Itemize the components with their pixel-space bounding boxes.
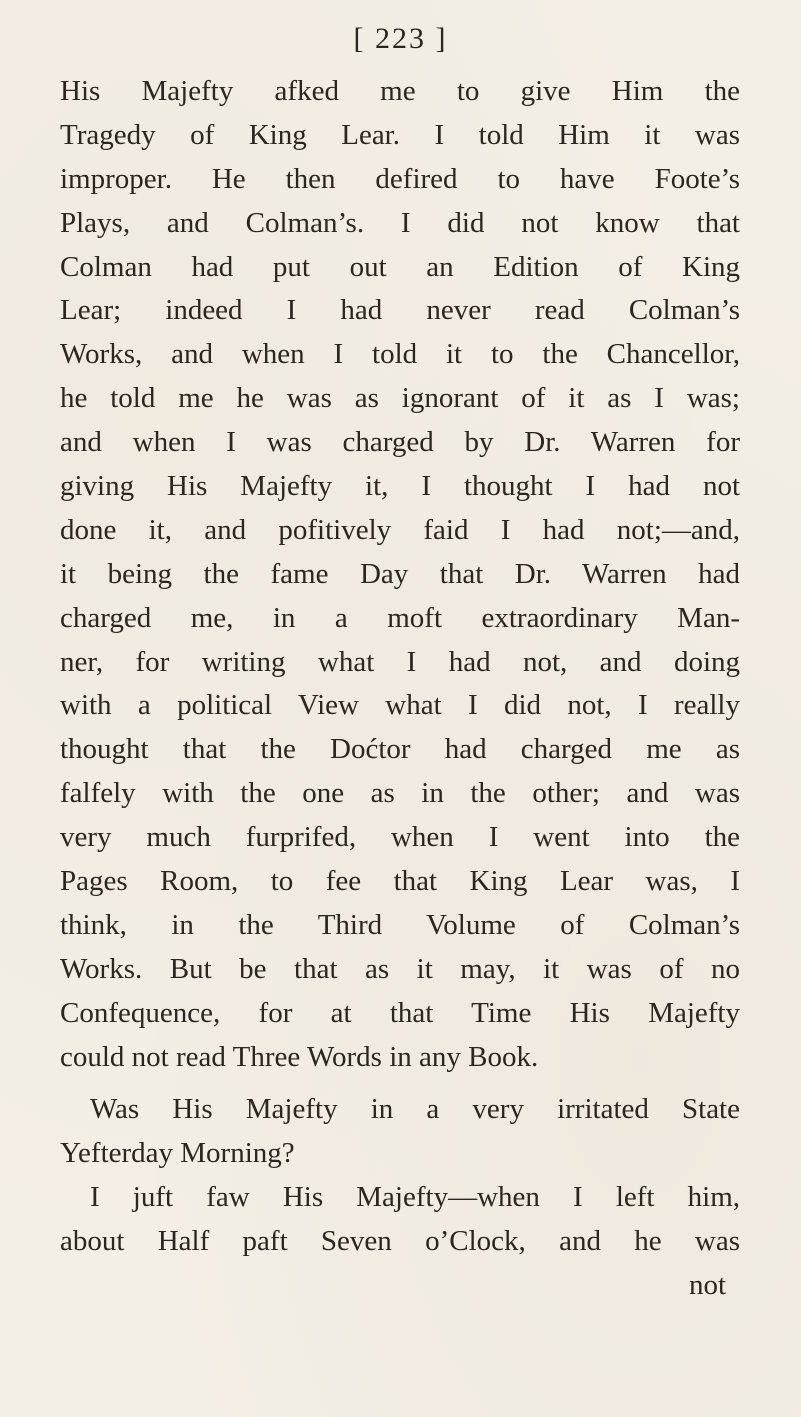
text-line: ner, for writing what I had not, and doing [60, 645, 740, 678]
text-line: and when I was charged by Dr. Warren for [60, 426, 740, 459]
answer-line: about Half paft Seven o’Clock, and he was [60, 1225, 740, 1258]
text-line: falfely with the one as in the other; and was [60, 777, 740, 810]
text-line: Pages Room, to fee that King Lear was, I [60, 865, 740, 898]
page-number: [ 223 ] [353, 22, 448, 55]
text-line: could not read Three Words in any Book. [60, 1040, 539, 1073]
question-line: Was His Majefty in a very irritated State [90, 1093, 740, 1126]
answer-line: I juft faw His Majefty—when I left him, [90, 1181, 740, 1214]
text-line: think, in the Third Volume of Colman’s [60, 908, 740, 941]
text-line: Colman had put out an Edition of King [60, 250, 740, 283]
question-line: Yefterday Morning? [60, 1137, 295, 1170]
text-line: he told me he was as ignorant of it as I was; [60, 382, 740, 415]
text-line: it being the fame Day that Dr. Warren had [60, 557, 740, 590]
text-line: charged me, in a moft extraordinary Man- [60, 601, 740, 634]
text-line: giving His Majefty it, I thought I had not [60, 470, 740, 503]
body-text [60, 70, 740, 1308]
text-line: Lear; indeed I had never read Colman’s [60, 294, 740, 327]
text-line: Confequence, for at that Time His Majefty [60, 996, 740, 1029]
text-line: Works, and when I told it to the Chancellor, [60, 338, 740, 371]
text-line: improper. He then defired to have Foote’s [60, 162, 740, 195]
catchword: not [688, 1269, 726, 1302]
text-line: very much furprifed, when I went into the [60, 821, 740, 854]
text-line: done it, and pofitively faid I had not;—and, [60, 513, 740, 546]
text-line: Works. But be that as it may, it was of no [60, 952, 740, 985]
text-line: with a political View what I did not, I really [60, 689, 740, 722]
text-line: Plays, and Colman’s. I did not know that [60, 206, 740, 239]
paragraph-gap [60, 1079, 740, 1088]
text-line: Tragedy of King Lear. I told Him it was [60, 118, 740, 151]
text-line: His Majefty afked me to give Him the [60, 75, 740, 107]
text-line: thought that the Doćtor had charged me as [60, 733, 740, 766]
